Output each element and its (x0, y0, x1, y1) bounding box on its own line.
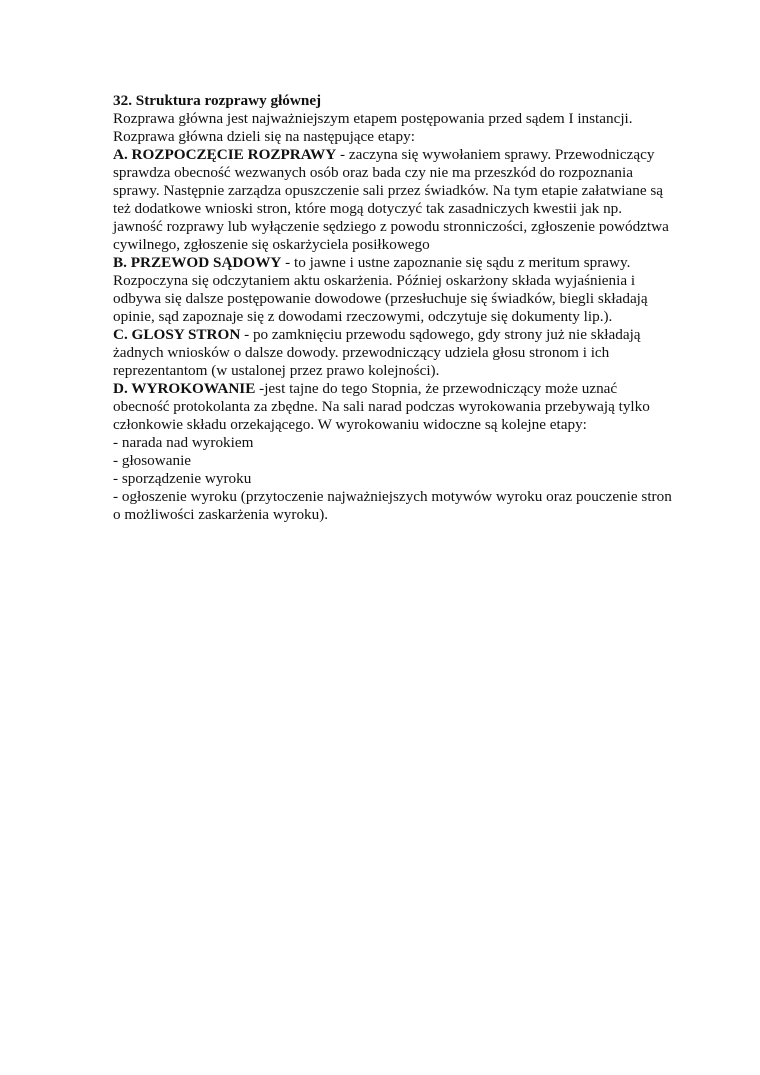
section-d-heading: D. WYROKOWANIE (113, 380, 256, 397)
stage-list (113, 434, 673, 524)
section-d-text: -jest tajne do tego Stopnia, że przewodniczący może uznać obecność protokolanta za zbędne. Na sali narad podczas wyrokowania przebywają tylko członkowie składu orzekającego. W wyrokowaniu widoczne są kolejne etapy: (113, 380, 650, 433)
section-d (113, 380, 673, 434)
list-item: - sporządzenie wyroku (113, 470, 252, 487)
intro-paragraph: Rozprawa główna jest najważniejszym etapem postępowania przed sądem I instancji. Rozprawa główna dzieli się na następujące etapy: (113, 110, 633, 145)
section-b-text: - to jawne i ustne zapoznanie się sądu z meritum sprawy. Rozpoczyna się odczytaniem aktu oskarżenia. Później oskarżony składa wyjaśnienia i odbywa się dalsze postępowanie dowodowe (przesłuchuje się świadków, biegli składają opinie, sąd zapoznaje się z dowodami rzeczowymi, odczytuje się dokumenty lip.). (113, 254, 648, 325)
list-item: - głosowanie (113, 452, 192, 469)
section-a (113, 146, 673, 254)
section-c-text: - po zamknięciu przewodu sądowego, gdy strony już nie składają żadnych wniosków o dalsze dowody. przewodniczący udziela głosu stronom i ich reprezentantom (w ustalonej przez prawo kolejności). (113, 326, 641, 379)
document-title: 32. Struktura rozprawy głównej (113, 92, 322, 109)
section-c-heading: C. GLOSY STRON (113, 326, 241, 343)
section-a-heading: A. ROZPOCZĘCIE ROZPRAWY (113, 146, 337, 163)
section-b (113, 254, 673, 326)
section-a-text: - zaczyna się wywołaniem sprawy. Przewodniczący sprawdza obecność wezwanych osób oraz bada czy nie ma przeszkód do rozpoznania sprawy. Następnie zarządza opuszczenie sali przez świadków. Na tym etapie załatwiane są też dodatkowe wnioski stron, które mogą dotyczyć tak zasadniczych kwestii jak np. jawność rozprawy lub wyłączenie sędziego z powodu stronniczości, zgłoszenie powództwa cywilnego, zgłoszenie się oskarżyciela posiłkowego (113, 146, 669, 253)
list-item: - ogłoszenie wyroku (przytoczenie najważniejszych motywów wyroku oraz pouczenie stron o możliwości zaskarżenia wyroku). (113, 488, 672, 523)
document-page (113, 92, 673, 524)
section-c (113, 326, 673, 380)
section-b-heading: B. PRZEWOD SĄDOWY (113, 254, 282, 271)
list-item: - narada nad wyrokiem (113, 434, 254, 451)
